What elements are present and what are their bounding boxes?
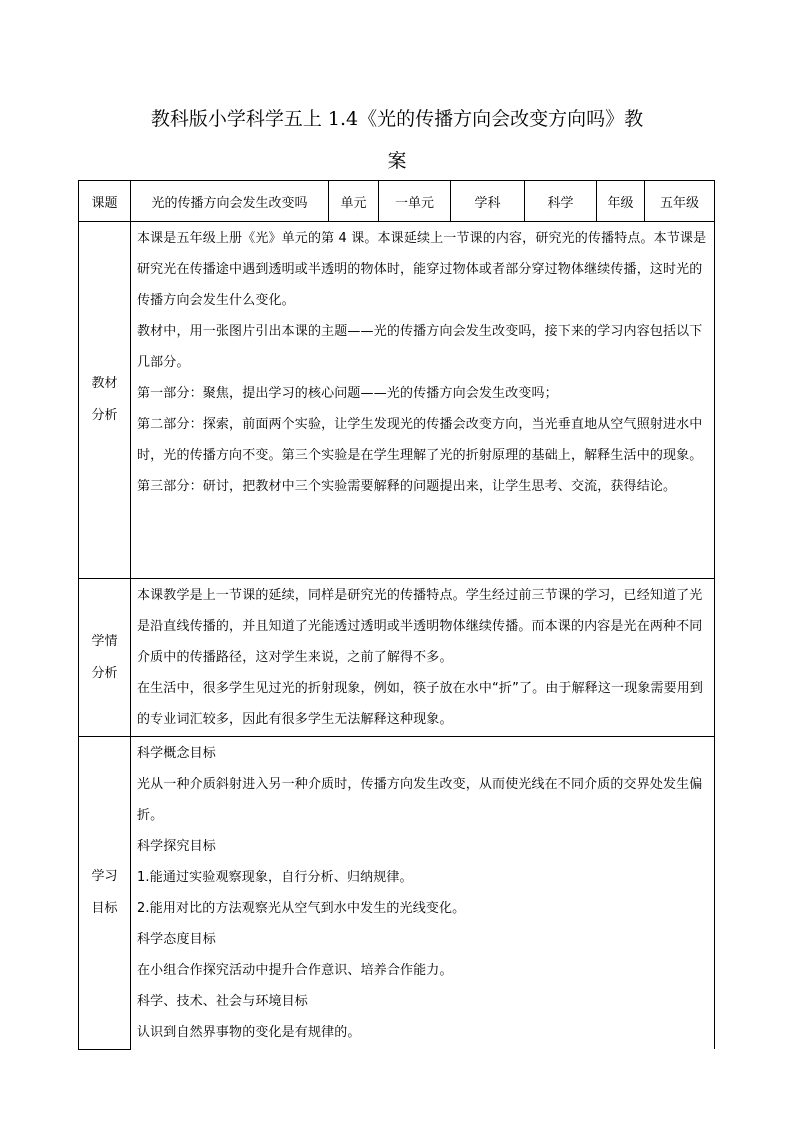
- document-title-line1: 教科版小学科学五上 1.4《光的传播方向会改变方向吗》教: [150, 108, 644, 130]
- header-unit-label: 单元: [329, 181, 379, 222]
- section-row-learning-goals: [79, 737, 715, 1050]
- paragraph: 认识到自然界事物的变化是有规律的。: [137, 1025, 361, 1040]
- document-title-line2: 案: [387, 150, 407, 172]
- section-content: [131, 579, 715, 737]
- paragraph: 本课是五年级上册《光》单元的第 4 课。本课延续上一节课的内容，研究光的传播特点。本节课是研究光在传播途中遇到透明或半透明的物体时，能穿过物体或者部分穿过物体继续传播，这时光的传播方向会发生什么变化。: [137, 231, 707, 308]
- paragraph: 第一部分：聚焦，提出学习的核心问题——光的传播方向会发生改变吗；: [137, 386, 558, 401]
- paragraph: 第三部分：研讨，把教材中三个实验需要解释的问题提出来，让学生思考、交流，获得结论。: [137, 479, 677, 494]
- paragraph: 光从一种介质斜射进入另一种介质时，传播方向发生改变，从而使光线在不同介质的交界处发生偏折。: [137, 777, 703, 823]
- section-label: 学习 目标: [79, 737, 131, 1050]
- section-row-textbook-analysis: [79, 222, 715, 579]
- lesson-plan-table: [78, 180, 715, 1050]
- header-subject-value: 科学: [525, 181, 597, 222]
- header-subject-label: 学科: [451, 181, 525, 222]
- paragraph: 本课教学是上一节课的延续，同样是研究光的传播特点。学生经过前三节课的学习，已经知道了光是沿直线传播的，并且知道了光能透过透明或半透明物体继续传播。而本课的内容是光在两种不同介质中的传播路径，这对学生来说，之前了解得不多。: [137, 588, 703, 665]
- paragraph: 教材中，用一张图片引出本课的主题——光的传播方向会发生改变吗，接下来的学习内容包括以下几部分。: [137, 324, 703, 370]
- header-unit-value: 一单元: [379, 181, 451, 222]
- section-content: [131, 737, 715, 1050]
- header-grade-label: 年级: [597, 181, 645, 222]
- paragraph: 科学态度目标: [137, 932, 216, 947]
- section-label: 教材 分析: [79, 222, 131, 579]
- paragraph: 科学概念目标: [137, 746, 216, 761]
- section-row-student-analysis: [79, 579, 715, 737]
- paragraph: 1.能通过实验观察现象，自行分析、归纳规律。: [137, 870, 413, 885]
- paragraph: 在生活中，很多学生见过光的折射现象，例如，筷子放在水中“折”了。由于解释这一现象需要用到的专业词汇较多，因此有很多学生无法解释这种现象。: [137, 681, 704, 727]
- header-topic-value: 光的传播方向会发生改变吗: [131, 181, 329, 222]
- section-content: [131, 222, 715, 579]
- header-topic-label: 课题: [79, 181, 131, 222]
- section-label: 学情 分析: [79, 579, 131, 737]
- paragraph: 第二部分：探索，前面两个实验，让学生发现光的传播会改变方向，当光垂直地从空气照射进水中时，光的传播方向不变。第三个实验是在学生理解了光的折射原理的基础上，解释生活中的现象。: [137, 417, 703, 463]
- header-row: [79, 181, 715, 222]
- paragraph: 2.能用对比的方法观察光从空气到水中发生的光线变化。: [137, 901, 466, 916]
- header-grade-value: 五年级: [645, 181, 715, 222]
- paragraph: 科学探究目标: [137, 839, 216, 854]
- paragraph: 科学、技术、社会与环境目标: [137, 994, 308, 1009]
- paragraph: 在小组合作探究活动中提升合作意识、培养合作能力。: [137, 963, 453, 978]
